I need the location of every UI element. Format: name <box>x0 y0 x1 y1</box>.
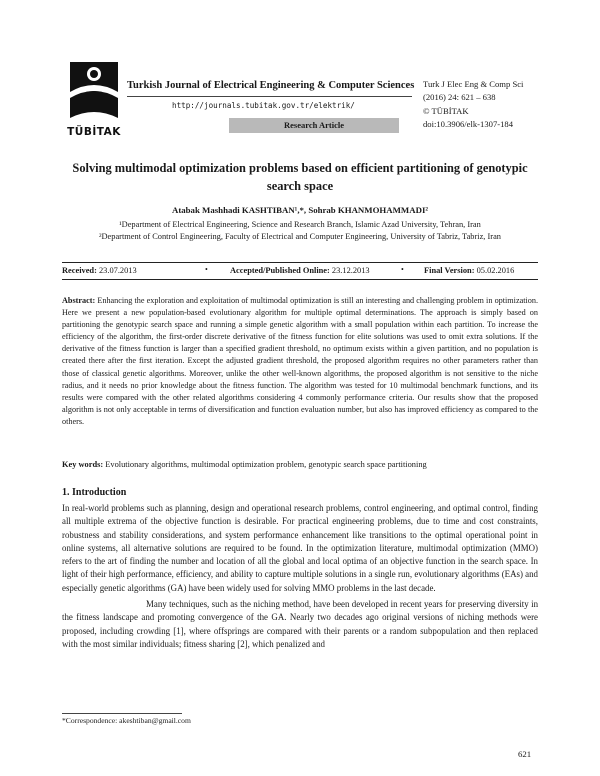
abstract-label: Abstract: <box>62 296 96 305</box>
paragraph: Many techniques, such as the niching method, have been developed in recent years for preserving diversity in the fitness landscape and promoting convergence of the GA. Nearly two decades ago original versions of niching methods were proposed, including crowding [1], where offsprings are compared with their parents or a random subpopulation and then replaced with the most similar individuals; fitness sharing [2], which penalized and <box>62 599 538 649</box>
citation-copyright: © TÜBİTAK <box>423 105 469 116</box>
affiliation-1: ¹Department of Electrical Engineering, Science and Research Branch, Islamic Azad University, Tehran, Iran <box>119 220 481 229</box>
section-body <box>62 502 538 651</box>
citation-volume: (2016) 24: 621 – 638 <box>423 92 496 103</box>
abstract <box>62 295 538 428</box>
affiliations <box>70 219 530 242</box>
paper-authors: Atabak Mashhadi KASHTIBAN¹,*, Sohrab KHANMOHAMMADI² <box>171 205 429 215</box>
paper-title: Solving multimodal optimization problems based on efficient partitioning of genotypic search space <box>72 161 528 193</box>
citation-block <box>423 78 523 132</box>
footnote-divider <box>62 713 182 714</box>
final-date: Final Version: 05.02.2016 <box>424 266 515 275</box>
header-divider <box>127 96 412 97</box>
article-type-badge: Research Article <box>229 118 399 133</box>
dates-rule-bottom <box>62 279 538 280</box>
keywords-text: Evolutionary algorithms, multimodal optimization problem, genotypic search space partitioning <box>105 460 427 469</box>
logo-wordmark: TÜBİTAK <box>67 126 121 138</box>
citation-journal: Turk J Elec Eng & Comp Sci <box>423 79 524 89</box>
journal-url-link[interactable]: http://journals.tubitak.gov.tr/elektrik/ <box>172 101 355 110</box>
paragraph: In real-world problems such as planning, design and operational research problems, control engineering, and optimal control, finding all multiple extrema of the objective function is desirable. For practical engineering problems, due to time and cost constraints, robustness and stability considerations, and system performance enhancement like transitions to the optimal operational point in online systems, all alternative solutions are required to be found. In the optimization literature, multimodal optimization (MMO) refers to the art of finding the number and location of all the global and local optima of an objective function in the search space. In light of their high performance, efficiency, and ability to capture multiple solutions in a single run, evolutionary algorithms (EAs) and especially genetic algorithms (GA) have been widely used for solving MMO problems in the last decade. <box>62 503 538 593</box>
tubitak-logo-icon <box>64 58 124 138</box>
received-date: Received: 23.07.2013 <box>62 266 137 275</box>
abstract-text: Enhancing the exploration and exploitation of multimodal optimization is still an interesting and challenging problem in optimization. Here we present a new population-based evolutionary algorithm for multiple optimal determinations. The approach is simply based on partitioning the genotypic search space and running a simple genetic algorithm with a small population within each partition. To increase the efficiency of the algorithm, the first-order discrete derivative of the fitness function for elite solutions was used to omit extra solutions. If the derivative of the fitness function is larger than a specified gradient threshold, no optimum exists within a given partition, and no population is created there after the first iteration. Except the adjusted gradient threshold, the proposed algorithm requires no other parameters rather than those of classical genetic algorithms. Moreover, unlike the other well-known algorithms, the proposed algorithm is not sensitive to the niche radius, and it needs no prior knowledge about the fitness function. The algorithm was tested for 10 multimodal benchmark functions, and its results were compared with the other related algorithms considering 4 commonly performance criteria. Our results show that the proposed algorithm is not only acceptable in terms of diversification and function evaluation number, but also has improved efficiency as compared to the others. <box>62 296 538 426</box>
date-separator: • <box>205 265 208 274</box>
citation-doi[interactable]: doi:10.3906/elk-1307-184 <box>423 119 513 130</box>
accepted-date: Accepted/Published Online: 23.12.2013 <box>230 266 370 275</box>
date-separator: • <box>401 265 404 274</box>
section-heading: 1. Introduction <box>62 487 127 498</box>
dates-rule-top <box>62 262 538 263</box>
affiliation-2: ²Department of Control Engineering, Faculty of Electrical and Computer Engineering, University of Tabriz, Tabriz, Iran <box>99 231 501 241</box>
keywords-label: Key words: <box>62 460 104 469</box>
correspondence-footnote: *Correspondence: akeshtiban@gmail.com <box>62 716 191 725</box>
page-number: 621 <box>518 749 532 759</box>
journal-name: Turkish Journal of Electrical Engineering & Computer Sciences <box>127 80 415 91</box>
keywords <box>62 460 538 469</box>
